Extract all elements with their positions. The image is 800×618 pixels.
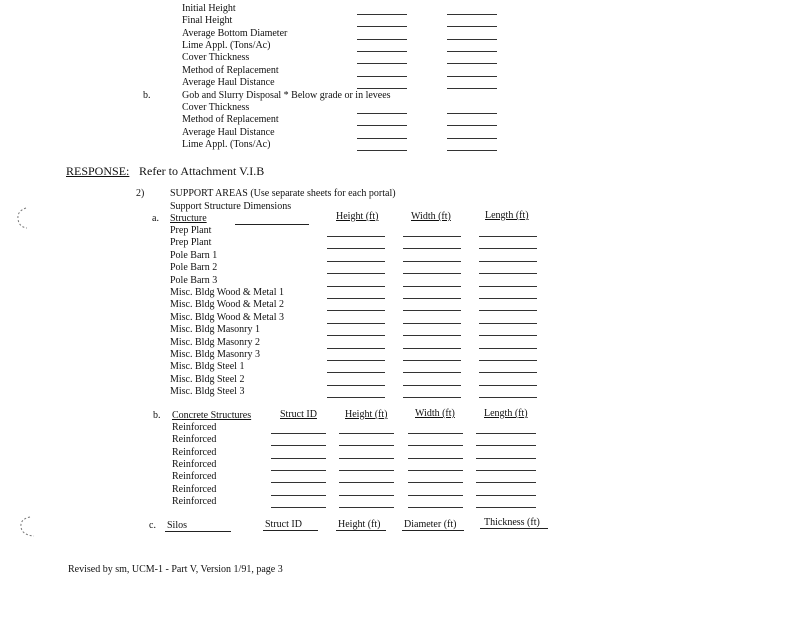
support-structure-blank[interactable] xyxy=(403,335,461,336)
top-field-label: Method of Replacement xyxy=(182,64,279,76)
concrete-structure-blank[interactable] xyxy=(271,482,326,483)
support-structure-label: Misc. Bldg Masonry 3 xyxy=(170,349,260,360)
support-structure-blank[interactable] xyxy=(403,298,461,299)
concrete-structures-header: Concrete Structures xyxy=(172,410,252,421)
top-field-label: Average Haul Distance xyxy=(182,76,275,88)
support-structure-blank[interactable] xyxy=(327,385,385,386)
concrete-structure-label: Reinforced xyxy=(172,458,217,470)
concrete-structure-blank[interactable] xyxy=(271,433,326,434)
support-structure-label: Misc. Bldg Steel 2 xyxy=(170,373,245,385)
concrete-structure-blank[interactable] xyxy=(408,458,463,459)
support-structure-blank[interactable] xyxy=(403,273,461,274)
concrete-structure-label: Reinforced xyxy=(172,446,217,458)
concrete-structure-blank[interactable] xyxy=(476,470,536,471)
top-field-label: Cover Thickness xyxy=(182,52,250,64)
top-field-blank[interactable] xyxy=(447,88,497,89)
support-structure-blank[interactable] xyxy=(479,273,537,274)
concrete-structure-blank[interactable] xyxy=(271,445,326,446)
section-b-label: b. xyxy=(153,410,161,421)
support-structure-blank[interactable] xyxy=(479,261,537,262)
support-structure-blank[interactable] xyxy=(479,323,537,324)
top-field-blank[interactable] xyxy=(357,51,407,52)
support-structure-blank[interactable] xyxy=(327,397,385,398)
length-header: Length (ft) xyxy=(485,210,529,221)
top-field-blank[interactable] xyxy=(447,63,497,64)
concrete-structure-blank[interactable] xyxy=(408,507,463,508)
support-structure-blank[interactable] xyxy=(327,273,385,274)
top-field-blank[interactable] xyxy=(357,76,407,77)
gob-field-label: Cover Thickness xyxy=(182,102,250,113)
concrete-structure-blank[interactable] xyxy=(408,482,463,483)
support-structure-subtitle: Support Structure Dimensions xyxy=(170,201,292,212)
concrete-structure-blank[interactable] xyxy=(339,482,394,483)
concrete-structure-blank[interactable] xyxy=(408,495,463,496)
silo-thickness-line xyxy=(480,528,548,529)
support-structure-blank[interactable] xyxy=(327,248,385,249)
top-field-blank[interactable] xyxy=(357,88,407,89)
support-structure-label: Misc. Bldg Masonry 2 xyxy=(170,336,260,348)
support-structure-blank[interactable] xyxy=(403,397,461,398)
structure-header: Structure xyxy=(170,213,207,224)
support-structure-blank[interactable] xyxy=(403,323,461,324)
concrete-structure-blank[interactable] xyxy=(408,445,463,446)
support-structure-blank[interactable] xyxy=(479,372,537,373)
support-structure-label: Misc. Bldg Masonry 1 xyxy=(170,324,260,336)
concrete-structure-blank[interactable] xyxy=(339,507,394,508)
concrete-structure-blank[interactable] xyxy=(408,433,463,434)
silo-struct-id-line xyxy=(263,530,318,531)
item-b-label: b. xyxy=(143,90,151,101)
concrete-structure-blank[interactable] xyxy=(476,458,536,459)
concrete-height-header: Height (ft) xyxy=(345,409,388,420)
concrete-structure-blank[interactable] xyxy=(339,470,394,471)
response-label: RESPONSE: xyxy=(66,164,130,178)
support-structure-blank[interactable] xyxy=(327,261,385,262)
support-structure-blank[interactable] xyxy=(403,372,461,373)
support-structure-blank[interactable] xyxy=(403,286,461,287)
concrete-structure-blank[interactable] xyxy=(271,458,326,459)
concrete-structure-blank[interactable] xyxy=(339,433,394,434)
silo-thickness-header: Thickness (ft) xyxy=(484,517,540,528)
support-structure-blank[interactable] xyxy=(327,323,385,324)
concrete-structure-blank[interactable] xyxy=(271,507,326,508)
section-a-label: a. xyxy=(152,213,159,224)
support-structure-blank[interactable] xyxy=(327,360,385,361)
support-structure-label: Misc. Bldg Wood & Metal 3 xyxy=(170,311,285,323)
gob-field-blank[interactable] xyxy=(357,150,407,151)
support-structure-blank[interactable] xyxy=(479,236,537,237)
support-structure-label: Pole Barn 3 xyxy=(170,274,218,286)
concrete-structure-blank[interactable] xyxy=(476,507,536,508)
concrete-structure-label: Reinforced xyxy=(172,434,217,446)
concrete-structure-blank[interactable] xyxy=(339,445,394,446)
gob-field-blank[interactable] xyxy=(447,125,497,126)
top-field-blank[interactable] xyxy=(447,51,497,52)
concrete-structure-blank[interactable] xyxy=(476,495,536,496)
concrete-structure-blank[interactable] xyxy=(476,445,536,446)
support-structure-label: Prep Plant xyxy=(170,237,212,249)
silo-diameter-line xyxy=(402,530,464,531)
silo-height-line xyxy=(336,530,386,531)
support-structure-blank[interactable] xyxy=(403,261,461,262)
support-structure-blank[interactable] xyxy=(403,360,461,361)
structure-header-line xyxy=(235,224,309,225)
struct-id-header: Struct ID xyxy=(280,409,317,420)
top-field-blank[interactable] xyxy=(357,63,407,64)
support-structure-label: Misc. Bldg Steel 3 xyxy=(170,386,245,398)
support-areas-title: SUPPORT AREAS (Use separate sheets for each portal) xyxy=(170,188,396,199)
support-structure-label: Pole Barn 1 xyxy=(170,249,218,261)
top-field-blank[interactable] xyxy=(357,14,407,15)
gob-field-label: Lime Appl. (Tons/Ac) xyxy=(182,138,271,150)
gob-field-blank[interactable] xyxy=(357,113,407,114)
support-structure-blank[interactable] xyxy=(403,385,461,386)
gob-field-blank[interactable] xyxy=(447,150,497,151)
support-structure-blank[interactable] xyxy=(327,372,385,373)
top-field-blank[interactable] xyxy=(357,39,407,40)
concrete-structure-label: Reinforced xyxy=(172,495,217,507)
support-structure-blank[interactable] xyxy=(479,335,537,336)
concrete-structure-label: Reinforced xyxy=(172,483,217,495)
response-text: Refer to Attachment V.I.B xyxy=(139,164,265,178)
section-c-label: c. xyxy=(149,520,156,531)
concrete-structure-label: Reinforced xyxy=(172,471,217,483)
concrete-structure-blank[interactable] xyxy=(408,470,463,471)
support-structure-blank[interactable] xyxy=(403,248,461,249)
hole-punch-mark-icon xyxy=(14,205,30,231)
silo-height-header: Height (ft) xyxy=(338,519,381,530)
silos-header-line xyxy=(165,531,231,532)
support-structure-blank[interactable] xyxy=(479,397,537,398)
silo-diameter-header: Diameter (ft) xyxy=(404,519,457,530)
support-structure-blank[interactable] xyxy=(327,286,385,287)
top-field-blank[interactable] xyxy=(447,39,497,40)
top-field-label: Lime Appl. (Tons/Ac) xyxy=(182,39,271,51)
support-structure-blank[interactable] xyxy=(327,348,385,349)
concrete-structure-blank[interactable] xyxy=(271,495,326,496)
support-structure-label: Prep Plant xyxy=(170,225,212,236)
support-structure-blank[interactable] xyxy=(327,335,385,336)
top-field-blank[interactable] xyxy=(447,76,497,77)
concrete-structure-blank[interactable] xyxy=(271,470,326,471)
support-structure-blank[interactable] xyxy=(479,248,537,249)
support-number: 2) xyxy=(136,188,145,199)
gob-field-blank[interactable] xyxy=(357,125,407,126)
support-structure-blank[interactable] xyxy=(479,385,537,386)
gob-field-label: Average Haul Distance xyxy=(182,126,275,138)
support-structure-label: Pole Barn 2 xyxy=(170,262,218,274)
top-field-blank[interactable] xyxy=(447,14,497,15)
support-structure-blank[interactable] xyxy=(479,286,537,287)
support-structure-label: Misc. Bldg Wood & Metal 2 xyxy=(170,299,285,311)
support-structure-label: Misc. Bldg Steel 1 xyxy=(170,361,245,373)
top-field-blank[interactable] xyxy=(447,26,497,27)
support-structure-blank[interactable] xyxy=(327,298,385,299)
support-structure-blank[interactable] xyxy=(403,310,461,311)
concrete-structure-label: Reinforced xyxy=(172,422,217,433)
support-structure-blank[interactable] xyxy=(327,310,385,311)
gob-field-blank[interactable] xyxy=(357,138,407,139)
support-structure-blank[interactable] xyxy=(479,298,537,299)
support-structure-label: Misc. Bldg Wood & Metal 1 xyxy=(170,287,285,298)
support-structure-blank[interactable] xyxy=(479,348,537,349)
support-structure-blank[interactable] xyxy=(479,310,537,311)
support-structure-blank[interactable] xyxy=(403,236,461,237)
top-field-label: Final Height xyxy=(182,15,233,27)
top-field-label: Average Bottom Diameter xyxy=(182,27,288,39)
gob-field-label: Method of Replacement xyxy=(182,114,279,126)
concrete-structure-blank[interactable] xyxy=(339,495,394,496)
concrete-width-header: Width (ft) xyxy=(415,408,455,419)
silos-header: Silos xyxy=(167,520,188,531)
hole-punch-mark-icon xyxy=(16,514,38,540)
concrete-structure-blank[interactable] xyxy=(476,482,536,483)
top-field-label: Initial Height xyxy=(182,3,236,14)
concrete-structure-blank[interactable] xyxy=(476,433,536,434)
height-header: Height (ft) xyxy=(336,211,379,222)
gob-field-blank[interactable] xyxy=(447,138,497,139)
concrete-length-header: Length (ft) xyxy=(484,408,528,419)
support-structure-blank[interactable] xyxy=(479,360,537,361)
support-structure-blank[interactable] xyxy=(327,236,385,237)
revision-footer: Revised by sm, UCM-1 - Part V, Version 1/91, page 3 xyxy=(68,564,283,575)
support-structure-blank[interactable] xyxy=(403,348,461,349)
gob-slurry-disposal-title: Gob and Slurry Disposal * Below grade or in levees xyxy=(182,90,391,101)
silo-struct-id-header: Struct ID xyxy=(265,519,302,530)
gob-field-blank[interactable] xyxy=(447,113,497,114)
concrete-structure-blank[interactable] xyxy=(339,458,394,459)
top-field-blank[interactable] xyxy=(357,26,407,27)
width-header: Width (ft) xyxy=(411,211,451,222)
